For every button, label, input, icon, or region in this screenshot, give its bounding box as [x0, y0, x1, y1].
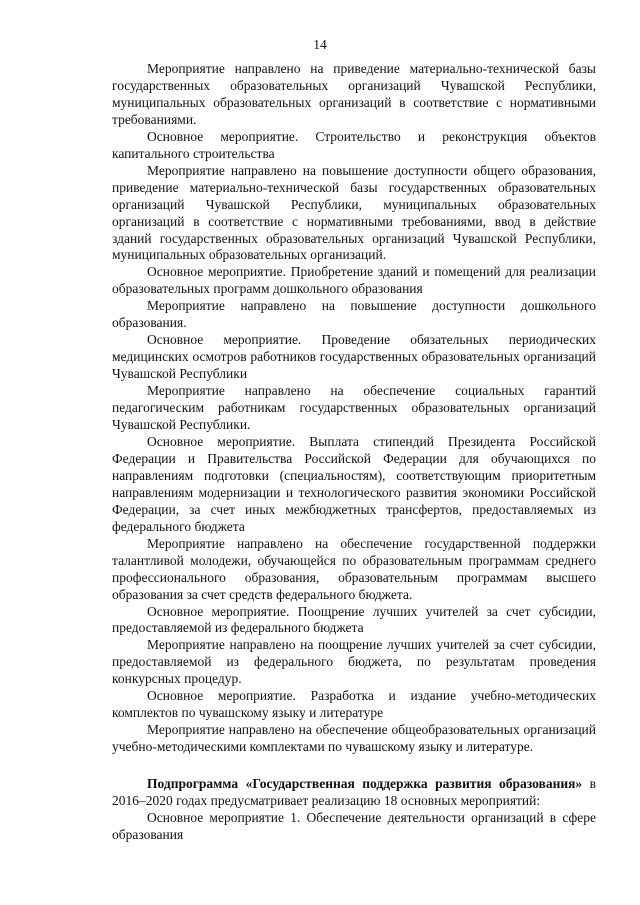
paragraph: Мероприятие направлено на приведение материально-технической базы государственных образовательных организаций Чувашской Республики, муниципальных образовательных организаций в соответствие с нормативными требованиями.: [112, 61, 596, 127]
paragraph: Основное мероприятие. Проведение обязательных периодических медицинских осмотров работников государственных образовательных организаций Чувашской Республики: [112, 332, 596, 382]
paragraph: Основное мероприятие. Разработка и издание учебно-методических комплектов по чувашскому языку и литературе: [112, 688, 596, 721]
paragraph: Основное мероприятие. Строительство и реконструкция объектов капитального строительства: [112, 128, 596, 161]
subprogram-paragraph: [112, 776, 596, 810]
subprogram-title: Подпрограмма «Государственная поддержка развития образования»: [147, 776, 583, 792]
document-body: [112, 61, 596, 844]
paragraph: Мероприятие направлено на обеспечение государственной поддержки талантливой молодежи, обучающейся по образовательным программам среднего профессионального образования, образовательным программам высшего образования за счет средств федерального бюджета.: [112, 535, 596, 602]
paragraph: Мероприятие направлено на повышение доступности общего образования, приведение материально-технической базы государственных образовательных организаций Чувашской Республики, муниципальных образовательных организаций в соответствие с нормативными требованиями, ввод в действие зданий государственных образовательных организаций Чувашской Республики, муниципальных образовательных организаций.: [112, 162, 596, 263]
subprogram-description: в 2016–2020 годах предусматривает реализацию 18 основных мероприятий:: [112, 776, 596, 809]
paragraph: Основное мероприятие 1. Обеспечение деятельности организаций в сфере образования: [112, 809, 596, 842]
paragraph: Основное мероприятие. Поощрение лучших учителей за счет субсидии, предоставляемой из федерального бюджета: [112, 603, 596, 636]
page-number: 14: [313, 37, 327, 52]
paragraph: Мероприятие направлено на обеспечение социальных гарантий педагогическим работникам государственных образовательных организаций Чувашской Республики.: [112, 383, 596, 433]
paragraph: Основное мероприятие. Выплата стипендий Президента Российской Федерации и Правительства Российской Федерации для обучающихся по направлениям подготовки (специальностям), соответствующим приоритетным направлениям модернизации и технологического развития экономики Российской Федерации, за счет иных межбюджетных трансфертов, предоставляемых из федерального бюджета: [112, 433, 596, 534]
paragraph: Мероприятие направлено на поощрение лучших учителей за счет субсидии, предоставляемой из федерального бюджета, по результатам проведения конкурсных процедур.: [112, 637, 596, 687]
paragraph: Мероприятие направлено на повышение доступности дошкольного образования.: [112, 298, 596, 331]
paragraph: Основное мероприятие. Приобретение зданий и помещений для реализации образовательных программ дошкольного образования: [112, 264, 596, 297]
paragraph: Мероприятие направлено на обеспечение общеобразовательных организаций учебно-методическими комплектами по чувашскому языку и литературе.: [112, 722, 596, 755]
